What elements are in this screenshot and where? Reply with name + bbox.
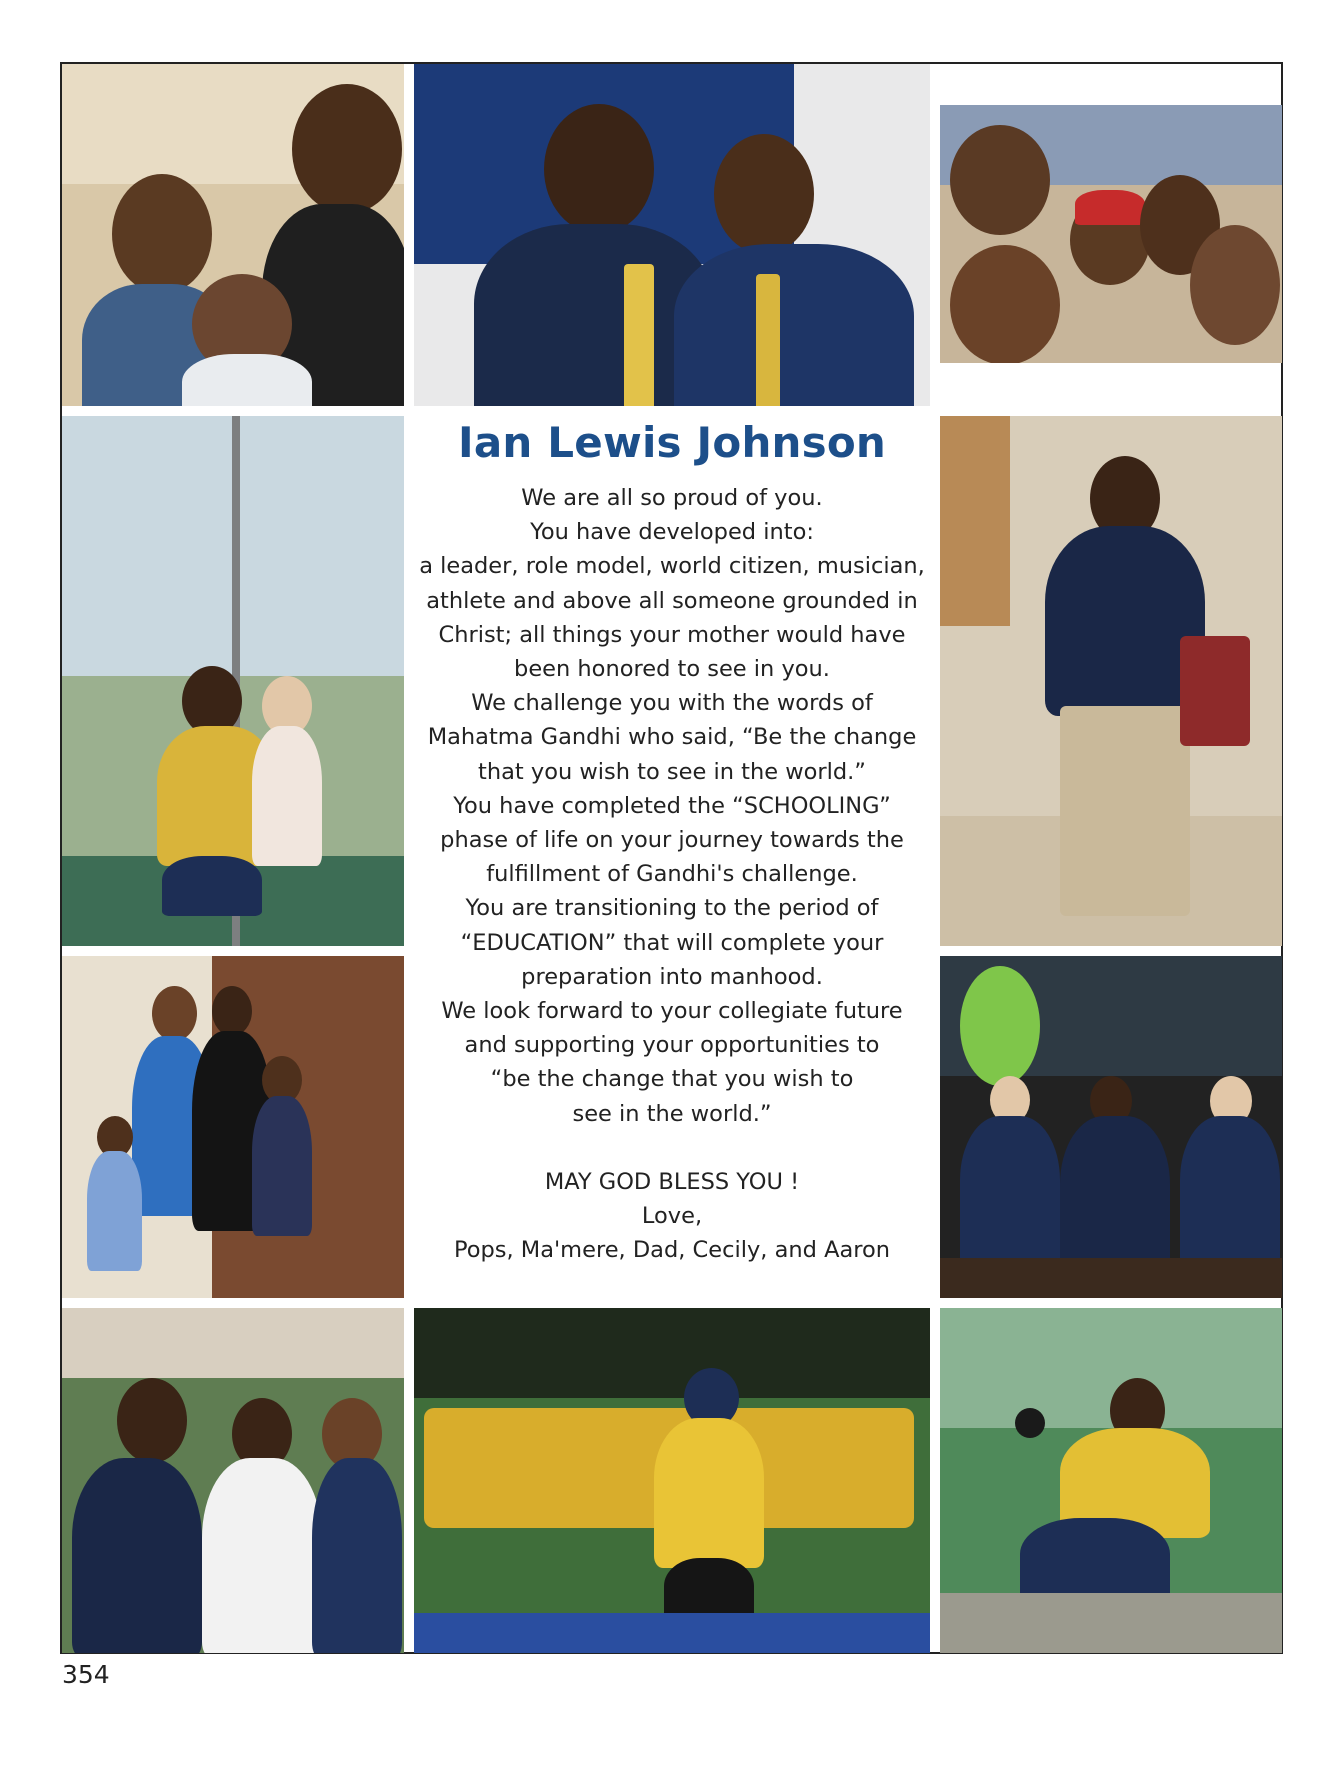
message-paragraph	[412, 481, 932, 1131]
closing-block	[412, 1165, 932, 1268]
message-line: Christ; all things your mother would have	[438, 621, 906, 648]
page-title: Ian Lewis Johnson	[458, 418, 886, 467]
message-line: see in the world.”	[572, 1100, 772, 1127]
message-line: that you wish to see in the world.”	[478, 758, 866, 785]
photo-shot-put-fence	[62, 416, 404, 946]
blessing-line: MAY GOD BLESS YOU !	[544, 1168, 800, 1195]
message-line: phase of life on your journey towards the	[440, 827, 904, 854]
page-number: 354	[62, 1660, 110, 1689]
message-line: fulfillment of Gandhi's challenge.	[486, 861, 858, 888]
message-line: “be the change that you wish to	[490, 1066, 854, 1093]
photo-family-indoor	[62, 956, 404, 1298]
message-line: athlete and above all someone grounded in	[426, 587, 918, 614]
message-line: You have completed the “SCHOOLING”	[453, 792, 891, 819]
message-line: a leader, role model, world citizen, musician,	[419, 553, 925, 580]
tribute-text-block	[412, 418, 932, 1267]
message-line: preparation into manhood.	[521, 963, 823, 990]
photo-football-jersey	[62, 1308, 404, 1653]
message-line: We look forward to your collegiate future	[441, 998, 903, 1025]
message-line: We are all so proud of you.	[521, 485, 823, 511]
message-line: and supporting your opportunities to	[464, 1032, 880, 1059]
photo-two-men-blazers	[414, 64, 930, 406]
message-line: been honored to see in you.	[514, 656, 830, 683]
photo-family-with-baby	[62, 64, 404, 406]
message-line: “EDUCATION” that will complete your	[460, 929, 884, 956]
photo-football-team	[414, 1308, 930, 1653]
message-line: Mahatma Gandhi who said, “Be the change	[427, 724, 917, 751]
signature-line: Pops, Ma'mere, Dad, Cecily, and Aaron	[453, 1237, 891, 1264]
photo-jazz-band	[940, 956, 1282, 1298]
message-line: We challenge you with the words of	[471, 690, 873, 717]
spacer	[412, 1131, 932, 1165]
photo-pose-kitchen	[940, 416, 1282, 946]
photo-discus-throw	[940, 1308, 1282, 1653]
love-line: Love,	[641, 1203, 703, 1230]
photo-group-selfie	[940, 105, 1282, 363]
message-line: You have developed into:	[530, 519, 814, 546]
message-line: You are transitioning to the period of	[465, 895, 879, 922]
